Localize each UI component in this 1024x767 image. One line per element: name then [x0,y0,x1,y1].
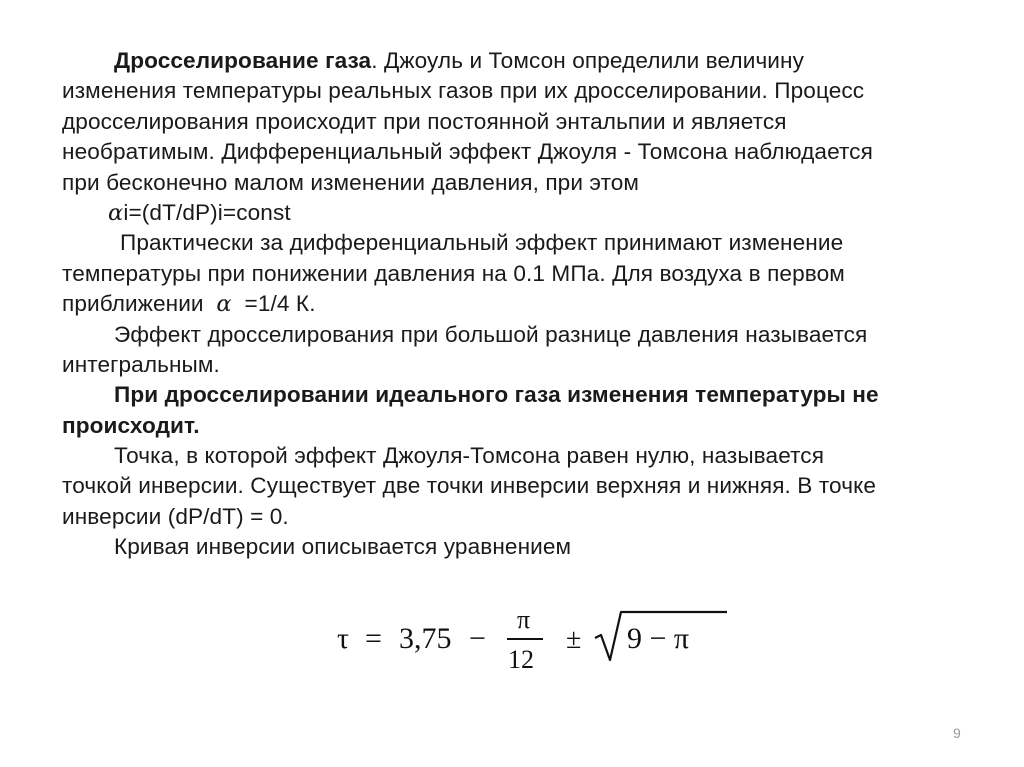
alpha-formula: i=(dT/dP)i=const [123,199,291,225]
paragraph-throttling-line-2: изменения температуры реальных газов при их дросселировании. Процесс [62,78,865,104]
paragraph-practical-line-3 [62,289,992,319]
paragraph-inversion-line-2: точкой инверсии. Существует две точки инверсии верхняя и нижняя. В точке [62,473,876,499]
paragraph-practical-line-2: температуры при понижении давления на 0.1 МПа. Для воздуха в первом [62,260,845,286]
paragraph-throttling-line-1 [62,46,992,76]
formula-minus: − [469,622,486,655]
formula-fraction-numerator: π [517,605,531,634]
paragraph-integral-line-1: Эффект дросселирования при большой разнице давления называется [114,321,868,347]
alpha-symbol: α [108,199,124,226]
formula-fraction-denominator: 12 [508,645,534,674]
paragraph-inversion-line-3: инверсии (dP/dT) = 0. [62,503,289,529]
formula-tau: τ [337,622,350,655]
paragraph-practical-line-1: Практически за дифференциальный эффект принимают изменение [120,230,844,256]
paragraph-ideal-gas-line-2: происходит. [62,412,200,438]
formula-equals: = [365,622,382,655]
formula-radicand: 9 − π [627,622,690,655]
formula-plus-minus: ± [566,624,582,655]
alpha-definition-line [62,198,992,228]
paragraph-inversion-line-1: Точка, в которой эффект Джоуля-Томсона равен нулю, называется [114,443,825,469]
formula-constant: 3,75 [399,622,452,655]
term-gas-throttling: Дросселирование газа [114,48,372,73]
paragraph-throttling-line-5: при бесконечно малом изменении давления, при этом [62,169,640,195]
paragraph-throttling-line-3: дросселирования происходит при постоянной энтальпии и является [62,108,787,134]
slide-body-text [62,46,992,563]
text-segment: приближении [62,291,204,317]
paragraph-integral-line-2: интегральным. [62,351,220,377]
inversion-curve-equation [335,598,735,680]
text-segment: =1/4 К. [244,291,316,317]
alpha-symbol: α [216,291,232,318]
page-number: 9 [953,725,961,741]
paragraph-ideal-gas-line-1: При дросселировании идеального газа изменения температуры не [114,382,879,408]
text-segment: . Джоуль и Томсон определили величину [371,48,805,73]
paragraph-inversion-curve-line-1: Кривая инверсии описывается уравнением [114,534,572,560]
paragraph-throttling-line-4: необратимым. Дифференциальный эффект Джоуля - Томсона наблюдается [62,139,873,165]
